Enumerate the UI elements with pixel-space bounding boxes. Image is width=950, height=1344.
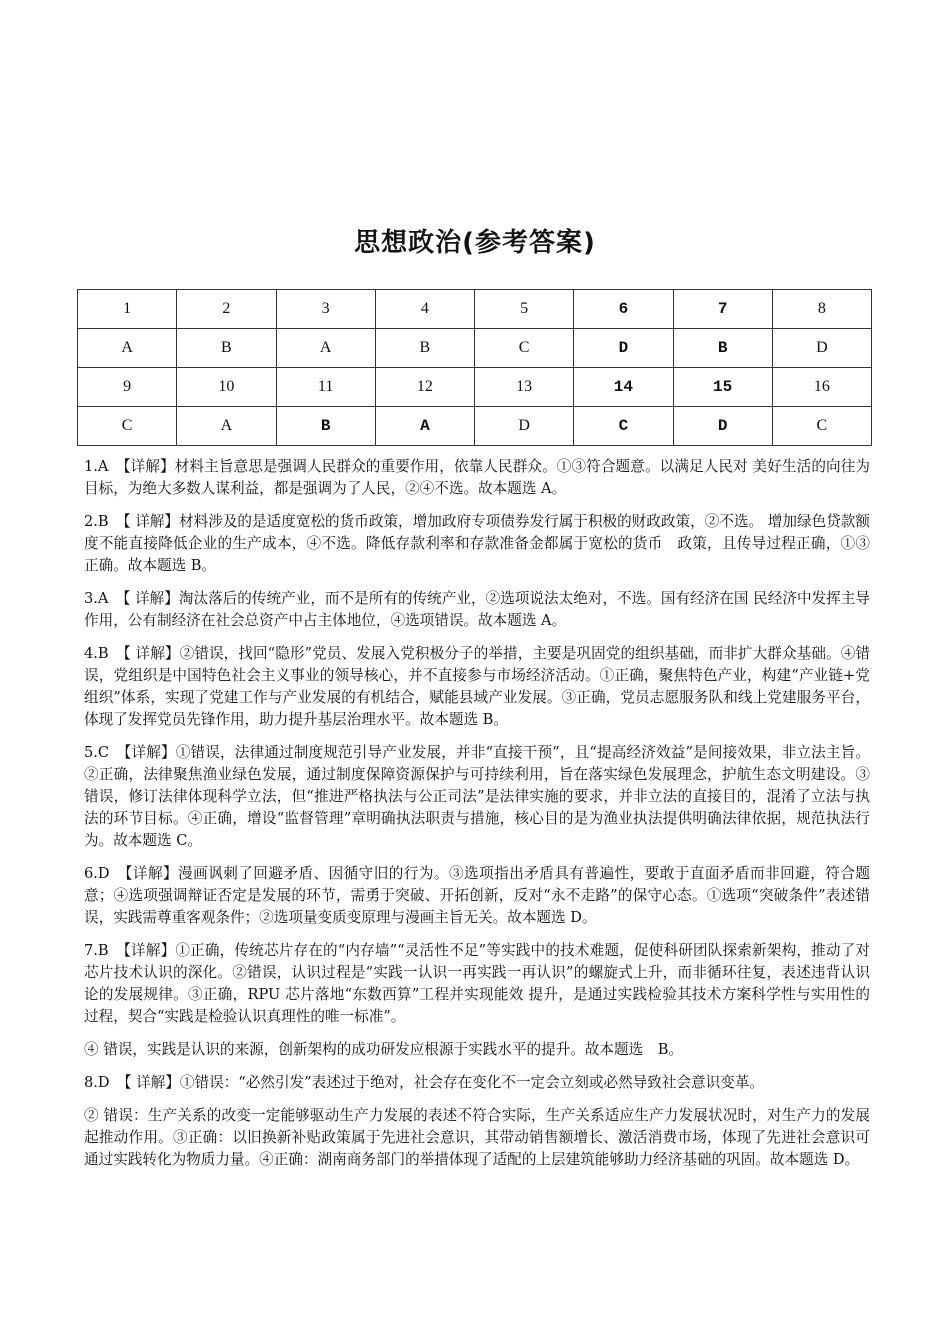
answer-table-cell: 5	[475, 290, 574, 329]
answer-table-row	[78, 368, 872, 407]
explanation-q8: 8.D 【 详解】①错误：“必然引发”表述过于绝对，社会存在变化不一定会立刻或必然导致社会意识变革。	[84, 1074, 765, 1091]
answer-table-cell: 7	[673, 290, 772, 329]
answer-table-row	[78, 407, 872, 446]
explanation-q7: 7.B 【详解】①正确，传统芯片存在的“内存墙”“灵活性不足”等实践中的技术难题，促使科研团队探索新架构，推动了对芯片技术认识的深化。②错误，认识过程是“实践一认识一再实践一再认识”的螺旋式上升，而非循环往复，表述违背认识论的发展规律。③正确，RPU 芯片落地“东数西算”工程并实现能效 提升，是通过实践检验其技术方案科学性与实用性的过程，契合“实践是检验认识真理性的唯一标准”。	[84, 942, 870, 1025]
answer-table-cell: C	[574, 407, 673, 446]
answer-table-cell: 8	[772, 290, 871, 329]
answer-table-cell: A	[177, 407, 276, 446]
answer-table-cell: 10	[177, 368, 276, 407]
answer-table-cell: 4	[375, 290, 474, 329]
answer-table-cell: C	[475, 329, 574, 368]
answer-table-cell: D	[673, 407, 772, 446]
answer-table-cell: C	[78, 407, 177, 446]
answer-table-cell: 3	[276, 290, 375, 329]
answer-table-row	[78, 290, 872, 329]
answer-table-cell: 9	[78, 368, 177, 407]
answer-table-cell: B	[673, 329, 772, 368]
answer-table-cell: 13	[475, 368, 574, 407]
answer-table-cell: A	[375, 407, 474, 446]
answer-table-cell: A	[78, 329, 177, 368]
explanation-q4: 4.B 【 详解】②错误，找回“隐形”党员、发展入党积极分子的举措，主要是巩固党的组织基础，而非扩大群众基础。④错误，党组织是中国特色社会主义事业的领导核心，并不直接参与市场经济活动。①正确，聚焦特色产业，构建“产业链+党组织”体系，实现了党建工作与产业发展的有机结合，赋能县域产业发展。③正确，党员志愿服务队和线上党建服务平台，体现了发挥党员先锋作用，助力提升基层治理水平。故本题选 B。	[84, 645, 870, 728]
answer-table-cell: 14	[574, 368, 673, 407]
explanation-q2: 2.B 【 详解】材料涉及的是适度宽松的货币政策，增加政府专项债券发行属于积极的财政政策，②不选。 增加绿色贷款额度不能直接降低企业的生产成本，④不选。降低存款利率和存款准备金都属于宽松的货币 政策，且传导过程正确，①③正确。故本题选 B。	[84, 513, 870, 574]
answer-table-cell: 15	[673, 368, 772, 407]
answer-table-cell: B	[375, 329, 474, 368]
answer-table	[77, 289, 872, 446]
answer-table-cell: 6	[574, 290, 673, 329]
answer-table-cell: D	[772, 329, 871, 368]
answer-table-cell: D	[475, 407, 574, 446]
page-title: 思想政治(参考答案)	[354, 228, 596, 258]
explanation-q6: 6.D 【详解】漫画讽刺了回避矛盾、因循守旧的行为。③选项指出矛盾具有普遍性，要敢于直面矛盾而非回避，符合题意；④选项强调辩证否定是发展的环节，需勇于突破、开拓创新，反对“永不走路”的保守心态。①选项“突破条件”表述错误，实践需尊重客观条件；②选项量变质变原理与漫画主旨无关。故本题选 D。	[84, 865, 870, 926]
answer-table-cell: 11	[276, 368, 375, 407]
explanations	[84, 456, 870, 1182]
answer-table-row	[78, 329, 872, 368]
answer-table-cell: B	[177, 329, 276, 368]
answer-table-cell: 16	[772, 368, 871, 407]
answer-table-cell: B	[276, 407, 375, 446]
explanation-q7-continued: ④ 错误，实践是认识的来源，创新架构的成功研发应根源于实践水平的提升。故本题选 B。	[84, 1041, 684, 1058]
answer-table-cell: 1	[78, 290, 177, 329]
explanation-q1: 1.A 【详解】材料主旨意思是强调人民群众的重要作用，依靠人民群众。①③符合题意。以满足人民对 美好生活的向往为目标，为绝大多数人谋利益，都是强调为了人民，②④不选。故本题选 A。	[84, 458, 870, 497]
answer-table-cell: D	[574, 329, 673, 368]
explanation-q3: 3.A 【 详解】淘汰落后的传统产业，而不是所有的传统产业，②选项说法太绝对，不选。国有经济在国 民经济中发挥主导作用，公有制经济在社会总资产中占主体地位，④选项错误。故本题选 A。	[84, 590, 870, 629]
answer-table-cell: 12	[375, 368, 474, 407]
explanation-q5: 5.C 【详解】①错误，法律通过制度规范引导产业发展，并非“直接干预”，且“提高经济效益”是间接效果，非立法主旨。②正确，法律聚焦渔业绿色发展，通过制度保障资源保护与可持续利用，旨在落实绿色发展理念，护航生态文明建设。③错误，修订法律体现科学立法，但“推进严格执法与公正司法”是法律实施的要求，并非立法的直接目的，混淆了立法与执法的环节目标。④正确，增设“监督管理”章明确执法职责与措施，核心目的是为渔业执法提供明确法律依据，规范执法行为。故本题选 C。	[84, 744, 870, 849]
answer-table-cell: C	[772, 407, 871, 446]
explanation-q8-continued: ② 错误：生产关系的改变一定能够驱动生产力发展的表述不符合实际，生产关系适应生产力发展状况时，对生产力的发展起推动作用。③正确：以旧换新补贴政策属于先进社会意识，其带动销售额增长、激活消费市场，体现了先进社会意识可通过实践转化为物质力量。④正确：湖南商务部门的举措体现了适配的上层建筑能够助力经济基础的巩固。故本题选 D。	[84, 1107, 870, 1168]
answer-table-cell: A	[276, 329, 375, 368]
answer-table-cell: 2	[177, 290, 276, 329]
